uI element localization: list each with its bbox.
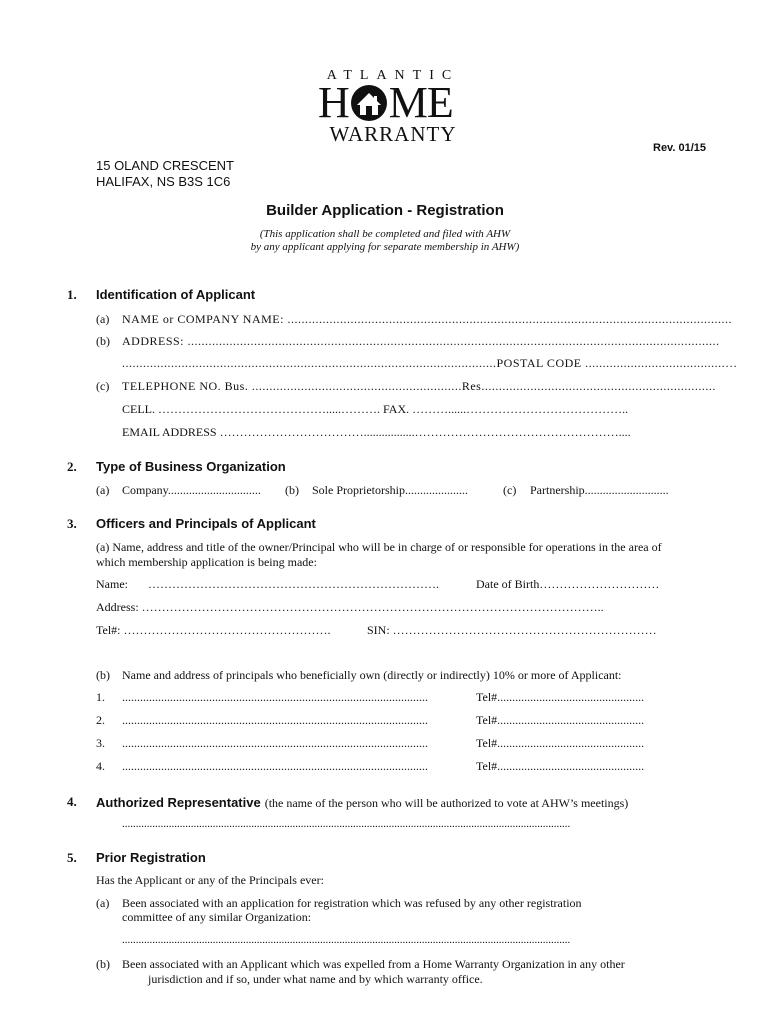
owner-name-label: Name: bbox=[96, 577, 128, 591]
telephone-field[interactable]: TELEPHONE NO. Bus. ............................................................Res................................................................... bbox=[122, 379, 716, 393]
logo-middle-right: ME bbox=[388, 78, 453, 127]
section-5b-line-2: jurisdiction and if so, under what name and by which warranty office. bbox=[148, 972, 483, 986]
email-field[interactable]: EMAIL ADDRESS ……………………………….................…………………………………………….... bbox=[122, 425, 631, 439]
section-5a-label: (a) bbox=[96, 896, 110, 910]
date-of-birth-field[interactable]: Date of Birth………………………… bbox=[476, 577, 660, 591]
section-4-note: (the name of the person who will be authorized to vote at AHW’s meetings) bbox=[264, 796, 629, 810]
postal-code-field[interactable]: ...........................................................................................................POSTAL CODE ........................................… bbox=[122, 356, 738, 370]
house-icon bbox=[349, 84, 389, 122]
section-4-heading-row bbox=[96, 794, 628, 812]
sole-proprietorship-option[interactable]: Sole Proprietorship..................... bbox=[312, 483, 468, 497]
section-2-number: 2. bbox=[67, 459, 77, 474]
section-3a-line-2: which membership application is being made: bbox=[96, 555, 317, 569]
section-2-heading: Type of Business Organization bbox=[96, 459, 286, 474]
section-5a-answer-field[interactable]: ................................................................................................................................................................... bbox=[122, 934, 571, 946]
owner-tel-field[interactable]: Tel#: ……………………………………………. bbox=[96, 623, 331, 637]
section-3b-label: (b) bbox=[96, 668, 110, 682]
section-1-heading: Identification of Applicant bbox=[96, 287, 256, 302]
section-2c-label: (c) bbox=[503, 483, 517, 497]
logo-bottom-word: WARRANTY bbox=[329, 122, 457, 146]
subtitle-line-2: by any applicant applying for separate membership in AHW) bbox=[250, 241, 520, 253]
section-2b-label: (b) bbox=[285, 483, 299, 497]
principal-number: 3. bbox=[96, 736, 105, 750]
section-3a-line-1: (a) Name, address and title of the owner/Principal who will be in charge of or responsible for operations in the area of bbox=[96, 540, 662, 554]
principal-tel-field[interactable]: Tel#................................................. bbox=[476, 736, 645, 750]
section-4-number: 4. bbox=[67, 794, 77, 809]
section-5-number: 5. bbox=[67, 850, 77, 865]
subtitle-line-1: (This application shall be completed and filed with AHW bbox=[259, 228, 511, 240]
owner-name-field[interactable]: ………………………………………………………………. bbox=[148, 577, 439, 591]
owner-address-field[interactable]: Address: …………………………………………………………………………………………………….. bbox=[96, 600, 604, 614]
atlantic-home-warranty-logo bbox=[318, 68, 468, 150]
section-5-heading: Prior Registration bbox=[96, 850, 206, 865]
company-option[interactable]: Company............................... bbox=[122, 483, 261, 497]
principal-tel-field[interactable]: Tel#................................................. bbox=[476, 690, 645, 704]
cell-fax-field[interactable]: CELL. …………………………………….....………. FAX. ………......………………………………….. bbox=[122, 402, 629, 416]
section-1b-label: (b) bbox=[96, 334, 110, 348]
section-5b-label: (b) bbox=[96, 957, 110, 971]
page-title: Builder Application - Registration bbox=[266, 202, 504, 219]
revision-label: Rev. 01/15 bbox=[653, 142, 707, 154]
section-1-number: 1. bbox=[67, 287, 77, 302]
section-5-intro: Has the Applicant or any of the Principals ever: bbox=[96, 873, 324, 887]
section-5b-line-1: Been associated with an Applicant which was expelled from a Home Warranty Organization in any other bbox=[122, 957, 625, 971]
principal-tel-field[interactable]: Tel#................................................. bbox=[476, 713, 645, 727]
logo-top-word: ATLANTIC bbox=[326, 68, 460, 83]
principal-number: 1. bbox=[96, 690, 105, 704]
section-1c-label: (c) bbox=[96, 379, 110, 393]
address-field[interactable]: ADDRESS: ........................................................................................................................................................ bbox=[122, 334, 720, 348]
principal-name-field[interactable]: ...................................................................................................... bbox=[122, 690, 428, 704]
principal-name-field[interactable]: ...................................................................................................... bbox=[122, 713, 428, 727]
partnership-option[interactable]: Partnership............................ bbox=[530, 483, 669, 497]
principal-number: 2. bbox=[96, 713, 105, 727]
section-3b-text: Name and address of principals who beneficially own (directly or indirectly) 10% or more of Applicant: bbox=[122, 668, 622, 682]
company-name-field[interactable]: NAME or COMPANY NAME: ............................................................................................................................... bbox=[122, 312, 732, 326]
authorized-representative-field[interactable]: ................................................................................................................................................................... bbox=[122, 818, 571, 830]
principal-name-field[interactable]: ...................................................................................................... bbox=[122, 736, 428, 750]
section-3-heading: Officers and Principals of Applicant bbox=[96, 516, 316, 531]
section-2a-label: (a) bbox=[96, 483, 110, 497]
principal-tel-field[interactable]: Tel#................................................. bbox=[476, 759, 645, 773]
section-3-number: 3. bbox=[67, 516, 77, 531]
principal-number: 4. bbox=[96, 759, 105, 773]
logo-middle-word bbox=[318, 78, 468, 127]
principal-name-field[interactable]: ...................................................................................................... bbox=[122, 759, 428, 773]
section-5a-line-1: Been associated with an application for registration which was refused by any other registration bbox=[122, 896, 582, 910]
section-4-heading: Authorized Representative bbox=[96, 795, 261, 810]
logo-middle-left: H bbox=[318, 78, 349, 127]
section-1a-label: (a) bbox=[96, 312, 110, 326]
owner-sin-field[interactable]: SIN: ………………………………………………………… bbox=[367, 623, 657, 637]
address-line-1: 15 OLAND CRESCENT bbox=[96, 158, 234, 173]
section-5a-line-2: committee of any similar Organization: bbox=[122, 910, 312, 924]
address-line-2: HALIFAX, NS B3S 1C6 bbox=[96, 174, 231, 189]
